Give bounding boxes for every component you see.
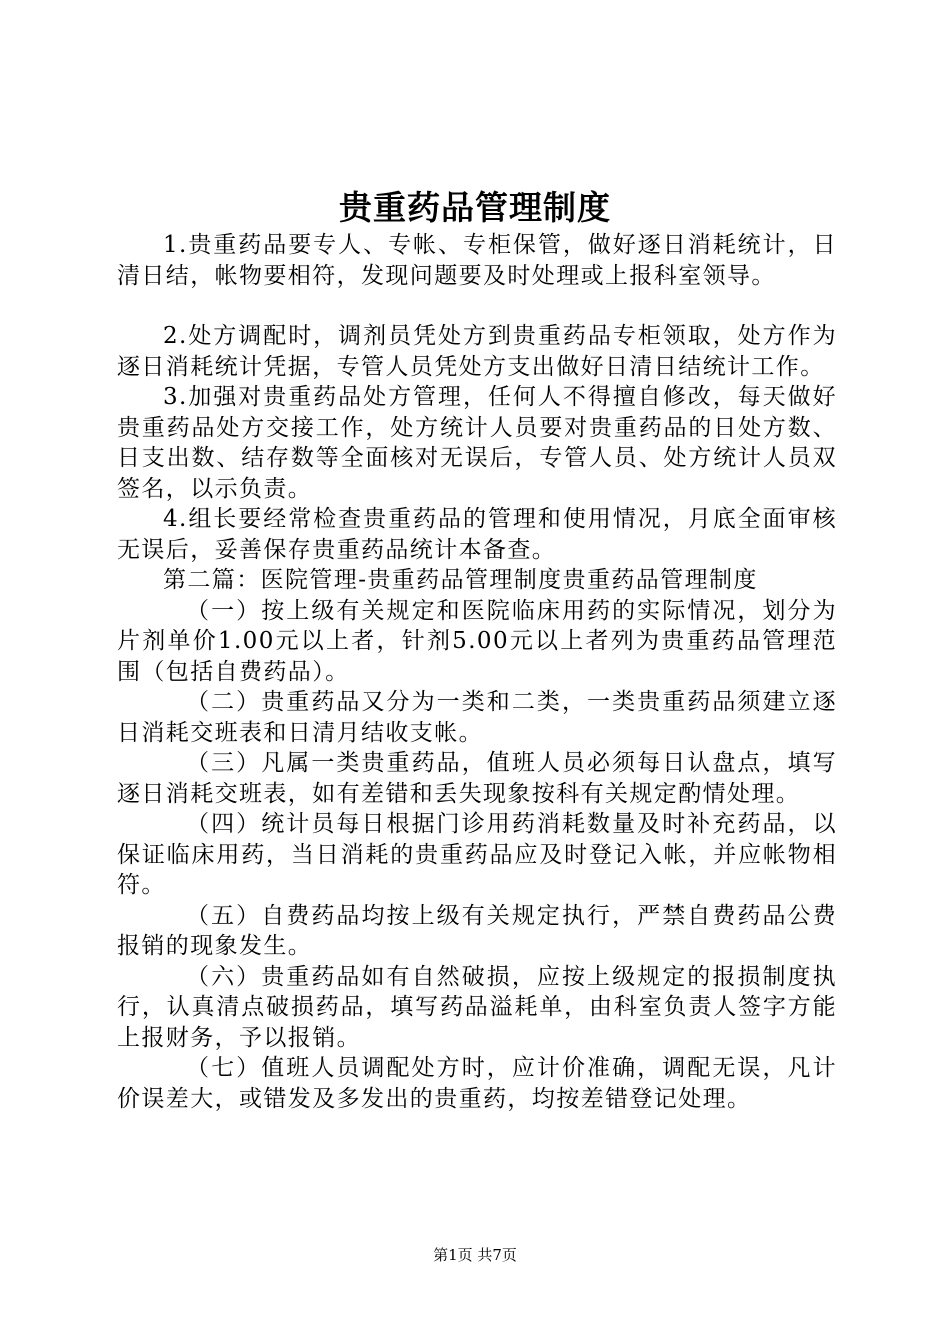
paragraph-item-6: （六）贵重药品如有自然破损，应按上级规定的报损制度执行，认真清点破损药品，填写药品溢耗单，由科室负责人签字方能上报财务，予以报销。 [117, 963, 837, 1051]
paragraph-item-7: （七）值班人员调配处方时，应计价准确，调配无误，凡计价误差大，或错发及多发出的贵重药，均按差错登记处理。 [117, 1055, 837, 1112]
section-heading-part-two: 第二篇：医院管理-贵重药品管理制度贵重药品管理制度 [163, 567, 758, 593]
paragraph-item-5: （五）自费药品均按上级有关规定执行，严禁自费药品公费报销的现象发生。 [117, 902, 837, 959]
paragraph-item-4: （四）统计员每日根据门诊用药消耗数量及时补充药品，以保证临床用药，当日消耗的贵重药品应及时登记入帐，并应帐物相符。 [117, 811, 837, 898]
paragraph-3: 3.加强对贵重药品处方管理，任何人不得擅自修改，每天做好贵重药品处方交接工作，处方统计人员要对贵重药品的日处方数、日支出数、结存数等全面核对无误后，专管人员、处方统计人员双签名，以示负责。 [117, 384, 837, 502]
paragraph-item-1: （一）按上级有关规定和医院临床用药的实际情况，划分为片剂单价1.00元以上者，针剂5.00元以上者列为贵重药品管理范围（包括自费药品）。 [117, 597, 837, 685]
document-title: 贵重药品管理制度 [339, 188, 611, 227]
paragraph-2: 2.处方调配时，调剂员凭处方到贵重药品专柜领取，处方作为逐日消耗统计凭据，专管人员凭处方支出做好日清日结统计工作。 [117, 323, 837, 380]
paragraph-item-3: （三）凡属一类贵重药品，值班人员必须每日认盘点，填写逐日消耗交班表，如有差错和丢失现象按科有关规定酌情处理。 [117, 750, 837, 807]
paragraph-1: 1.贵重药品要专人、专帐、专柜保管，做好逐日消耗统计，日清日结，帐物要相符，发现问题要及时处理或上报科室领导。 [117, 232, 837, 289]
page-number-footer: 第1页 共7页 [433, 1246, 517, 1264]
document-body [117, 230, 837, 1114]
paragraph-4: 4.组长要经常检查贵重药品的管理和使用情况，月底全面审核无误后，妥善保存贵重药品统计本备查。 [117, 506, 837, 563]
paragraph-item-2: （二）贵重药品又分为一类和二类，一类贵重药品须建立逐日消耗交班表和日清月结收支帐。 [117, 689, 837, 746]
